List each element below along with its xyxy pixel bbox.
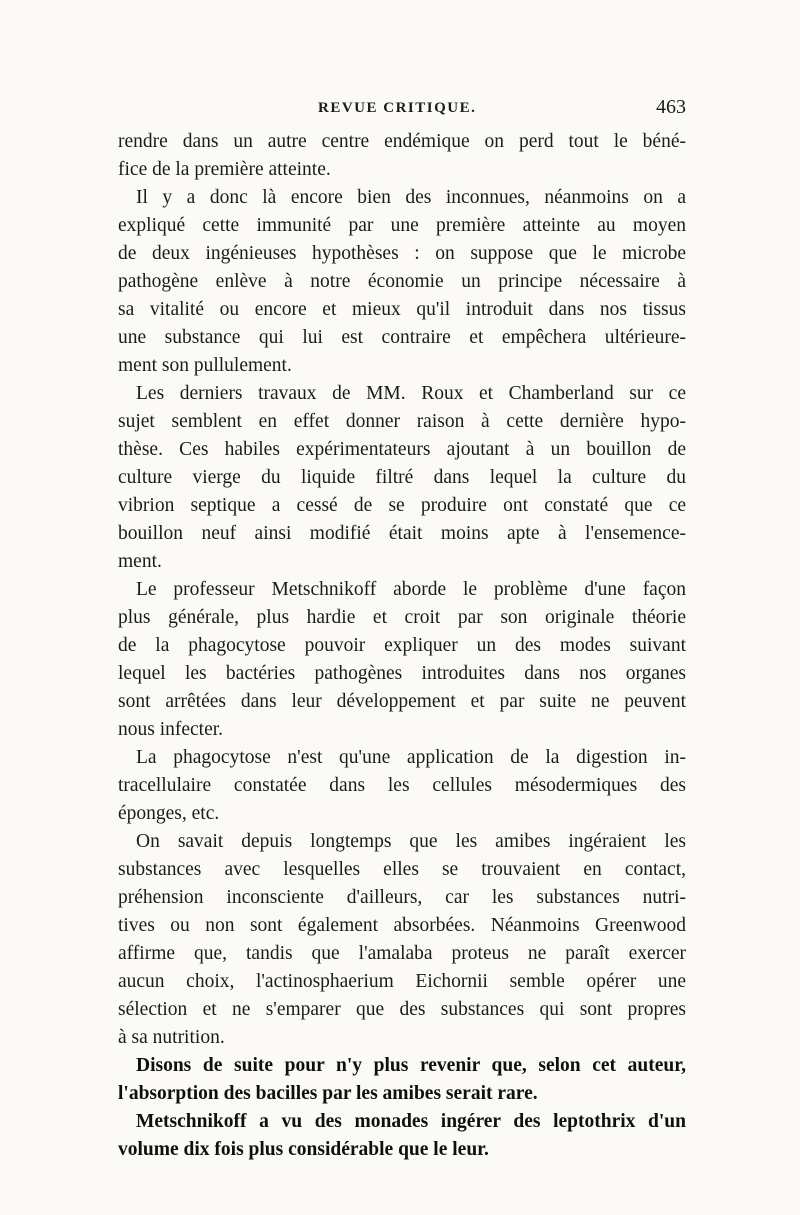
running-head: [118, 96, 686, 124]
text-line: culture vierge du liquide filtré dans lequel la culture du: [118, 467, 686, 488]
text-line: sont arrêtées dans leur développement et par suite ne peuvent: [118, 691, 686, 712]
text-line: pathogène enlève à notre économie un principe nécessaire à: [118, 271, 686, 292]
text-line: affirme que, tandis que l'amalaba proteus ne paraît exercer: [118, 943, 686, 964]
text-line: vibrion septique a cessé de se produire ont constaté que ce: [118, 495, 686, 516]
text-line: On savait depuis longtemps que les amibes ingéraient les: [136, 831, 686, 852]
text-line: tracellulaire constatée dans les cellules mésodermiques des: [118, 775, 686, 796]
text-line: à sa nutrition.: [118, 1027, 225, 1048]
text-line: plus générale, plus hardie et croit par son originale théorie: [118, 607, 686, 628]
text-line: substances avec lesquelles elles se trouvaient en contact,: [118, 859, 686, 880]
text-line: volume dix fois plus considérable que le leur.: [118, 1139, 489, 1160]
text-line: sélection et ne s'emparer que des substances qui sont propres: [118, 999, 686, 1020]
text-line: une substance qui lui est contraire et empêchera ultérieure-: [118, 327, 686, 348]
text-line: l'absorption des bacilles par les amibes serait rare.: [118, 1083, 538, 1104]
text-line: de deux ingénieuses hypothèses : on suppose que le microbe: [118, 243, 686, 264]
text-line: Le professeur Metschnikoff aborde le problème d'une façon: [136, 579, 686, 600]
text-line: bouillon neuf ainsi modifié était moins apte à l'ensemence-: [118, 523, 686, 544]
body-text: [118, 128, 686, 1164]
text-line: thèse. Ces habiles expérimentateurs ajoutant à un bouillon de: [118, 439, 686, 460]
text-line: sa vitalité ou encore et mieux qu'il introduit dans nos tissus: [118, 299, 686, 320]
text-line: Il y a donc là encore bien des inconnues, néanmoins on a: [136, 187, 686, 208]
text-line: ment son pullulement.: [118, 355, 292, 376]
text-line: Disons de suite pour n'y plus revenir que, selon cet auteur,: [136, 1055, 686, 1076]
text-line: expliqué cette immunité par une première atteinte au moyen: [118, 215, 686, 236]
running-title: REVUE CRITIQUE.: [318, 100, 477, 116]
text-line: Metschnikoff a vu des monades ingérer des leptothrix d'un: [136, 1111, 686, 1132]
text-line: Les derniers travaux de MM. Roux et Chamberland sur ce: [136, 383, 686, 404]
text-line: rendre dans un autre centre endémique on perd tout le béné-: [118, 131, 686, 152]
text-line: nous infecter.: [118, 719, 224, 740]
text-line: La phagocytose n'est qu'une application de la digestion in-: [136, 747, 686, 768]
text-line: aucun choix, l'actinosphaerium Eichornii semble opérer une: [118, 971, 686, 992]
text-line: sujet semblent en effet donner raison à cette dernière hypo-: [118, 411, 686, 432]
text-line: tives ou non sont également absorbées. Néanmoins Greenwood: [118, 915, 686, 936]
page-number: 463: [656, 96, 686, 118]
text-line: fice de la première atteinte.: [118, 159, 331, 180]
text-line: éponges, etc.: [118, 803, 220, 824]
text-line: de la phagocytose pouvoir expliquer un des modes suivant: [118, 635, 686, 656]
text-line: ment.: [118, 551, 162, 572]
text-line: lequel les bactéries pathogènes introduites dans nos organes: [118, 663, 686, 684]
text-line: préhension inconsciente d'ailleurs, car les substances nutri-: [118, 887, 686, 908]
